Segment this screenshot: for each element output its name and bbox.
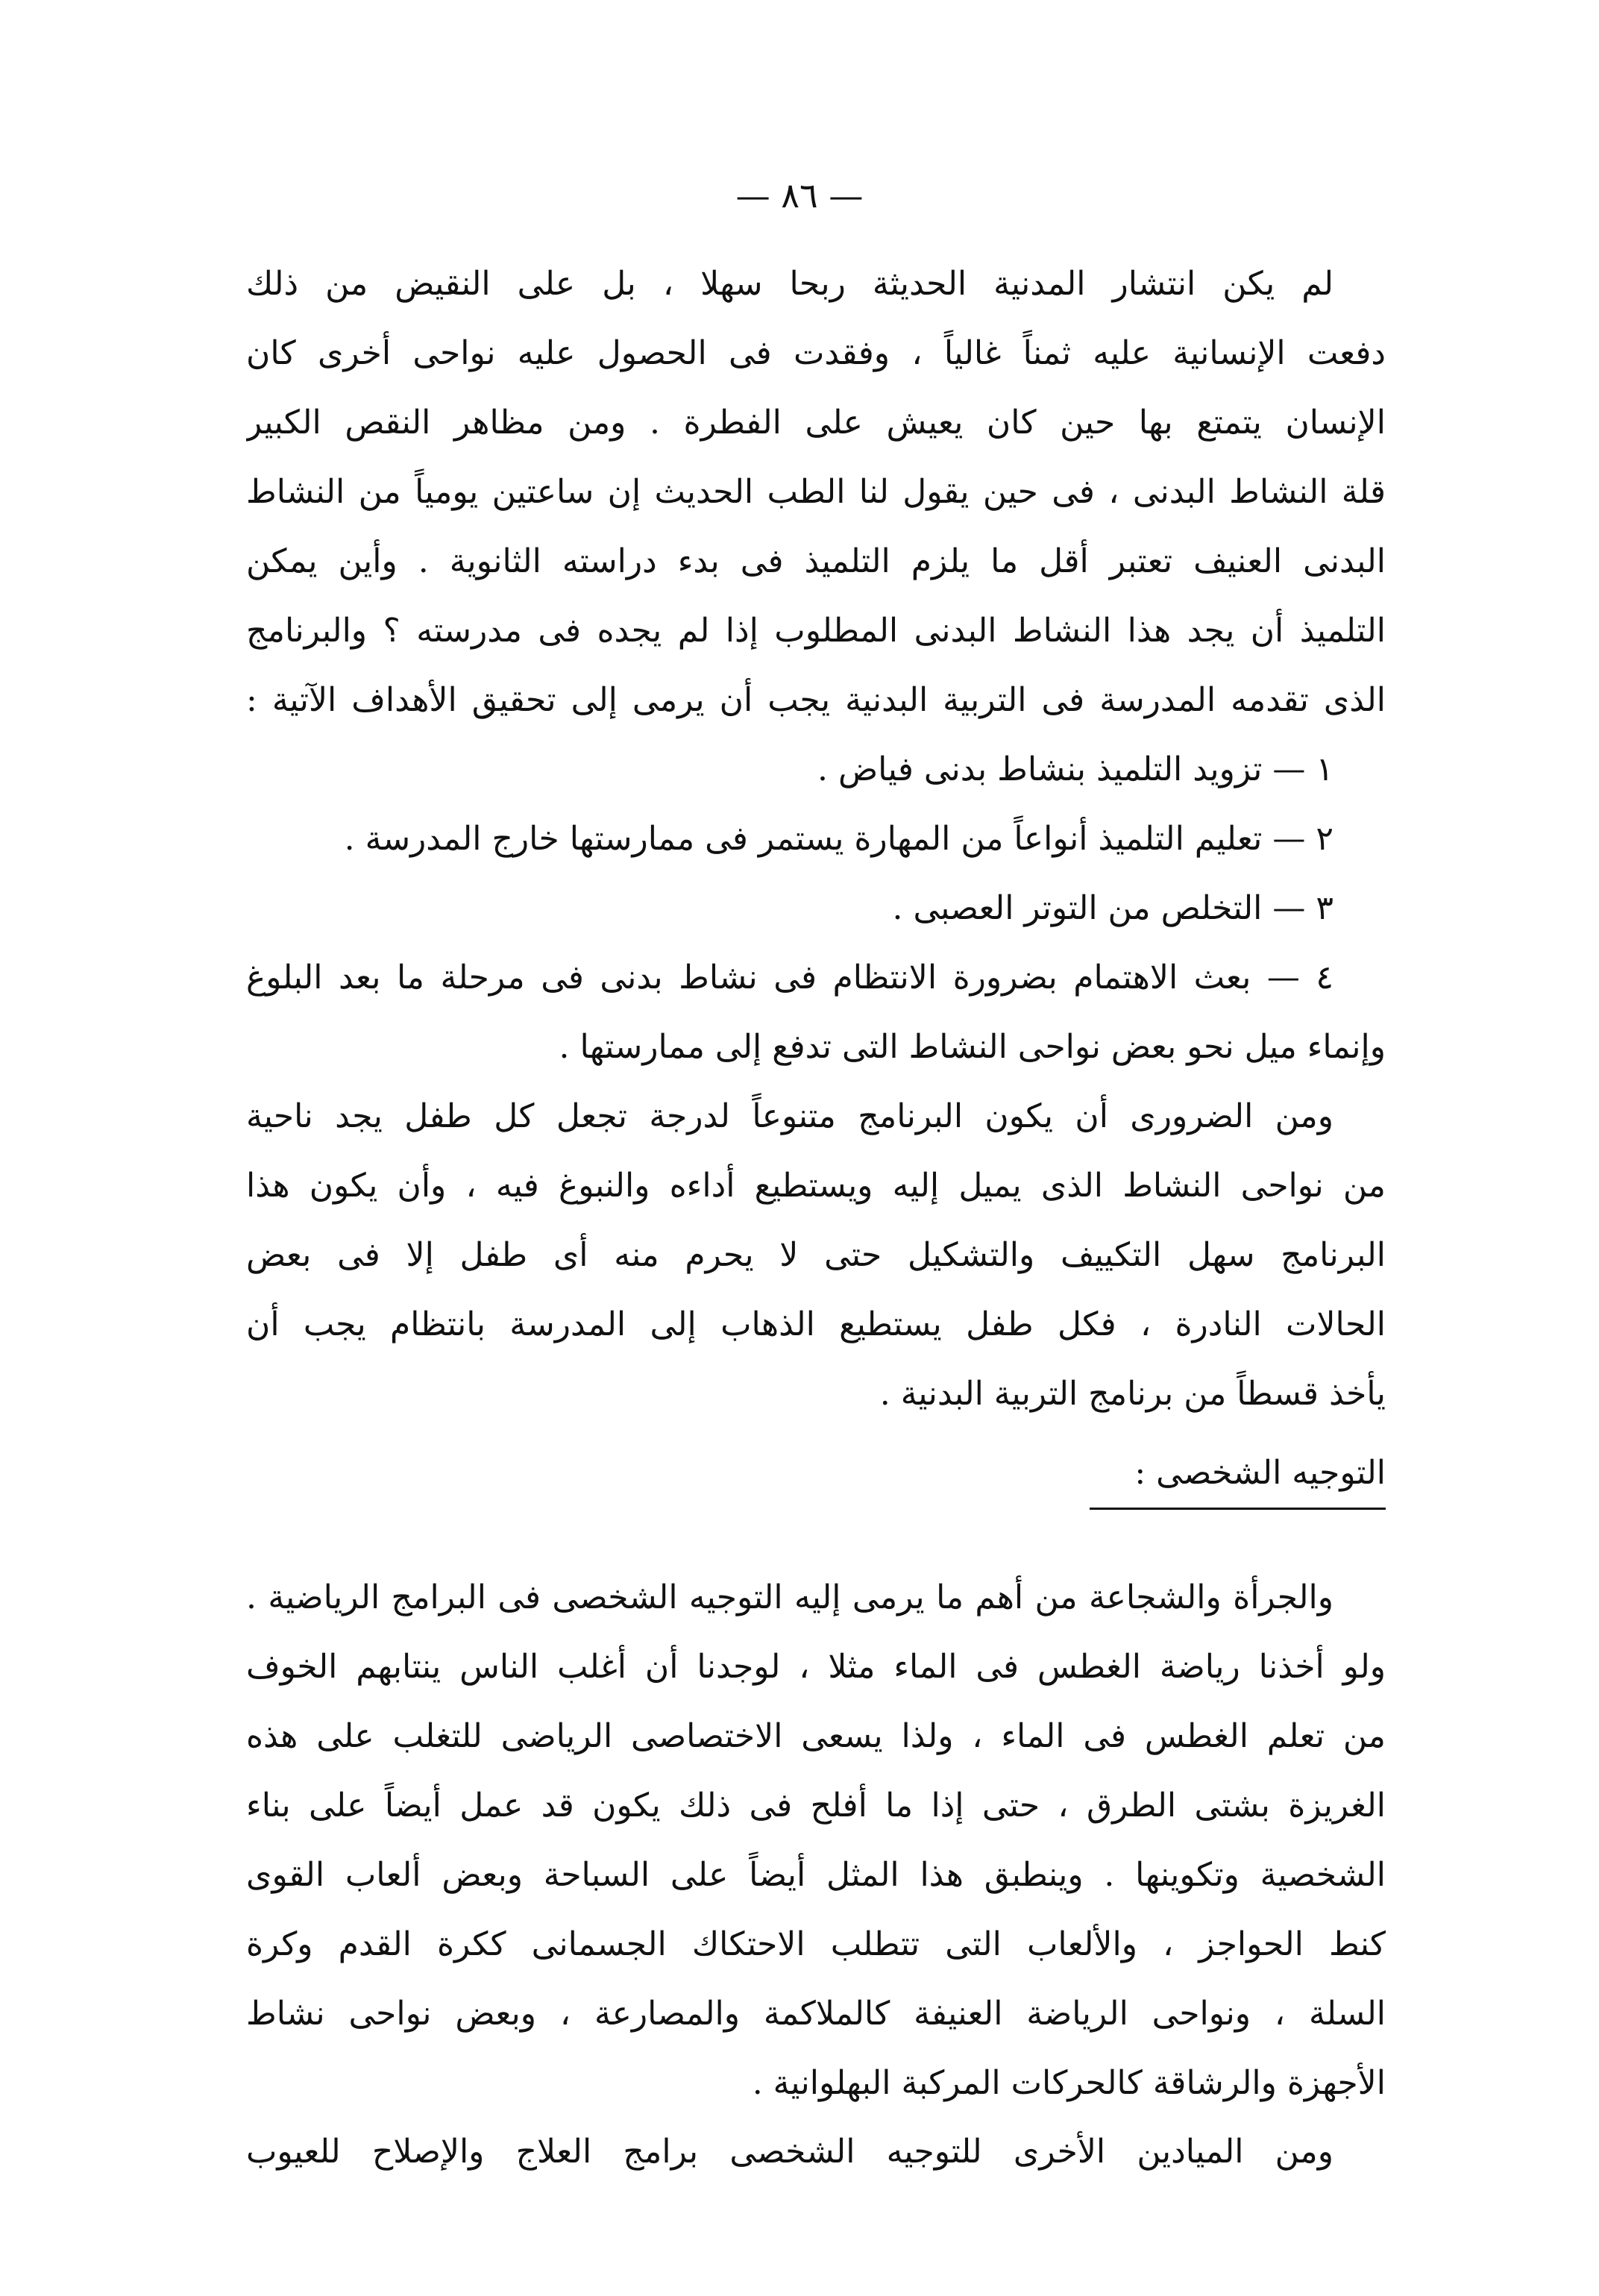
paragraph-personal-guidance bbox=[246, 1563, 1386, 2118]
text-line: والجرأة والشجاعة من أهم ما يرمى إليه التوجيه الشخصى فى البرامج الرياضية . bbox=[246, 1578, 1333, 1616]
text-line: الغريزة بشتى الطرق ، حتى إذا ما أفلح فى ذلك يكون قد عمل أيضاً على بناء bbox=[246, 1787, 1386, 1825]
text-line: الذى تقدمه المدرسة فى التربية البدنية يجب أن يرمى إلى تحقيق الأهداف الآتية : bbox=[246, 681, 1386, 719]
section-heading: التوجيه الشخصى : bbox=[1090, 1443, 1386, 1510]
text-line: لم يكن انتشار المدنية الحديثة ربحا سهلا ، بل على النقيض من ذلك bbox=[246, 265, 1333, 303]
paragraph-treatment-programs bbox=[246, 2117, 1386, 2186]
text-line: ولو أخذنا رياضة الغطس فى الماء مثلا ، لوجدنا أن أغلب الناس ينتابهم الخوف bbox=[246, 1648, 1386, 1686]
text-line: التلميذ أن يجد هذا النشاط البدنى المطلوب إذا لم يجده فى مدرسته ؟ والبرنامج bbox=[246, 612, 1386, 650]
text-line: السلة ، ونواحى الرياضة العنيفة كالملاكمة والمصارعة ، وبعض نواحى نشاط bbox=[246, 1995, 1386, 2033]
text-line: من نواحى النشاط الذى يميل إليه ويستطيع أداءه والنبوغ فيه ، وأن يكون هذا bbox=[246, 1167, 1386, 1205]
text-line: ٤ — بعث الاهتمام بضرورة الانتظام فى نشاط بدنى فى مرحلة ما بعد البلوغ bbox=[246, 959, 1333, 997]
text-line: ومن الضرورى أن يكون البرنامج متنوعاً لدرجة تجعل كل طفل يجد ناحية bbox=[246, 1097, 1333, 1135]
text-line: ومن الميادين الأخرى للتوجيه الشخصى برامج العلاج والإصلاح للعيوب bbox=[246, 2133, 1333, 2171]
goal-item-3: ٣ — التخلص من التوتر العصبى . bbox=[892, 889, 1333, 927]
text-line: الشخصية وتكوينها . وينطبق هذا المثل أيضاً على السباحة وبعض ألعاب القوى bbox=[246, 1856, 1386, 1894]
section-heading-wrapper bbox=[1090, 1443, 1386, 1510]
text-line: من تعلم الغطس فى الماء ، ولذا يسعى الاختصاصى الرياضى للتغلب على هذه bbox=[246, 1717, 1386, 1755]
text-line: قلة النشاط البدنى ، فى حين يقول لنا الطب الحديث إن ساعتين يومياً من النشاط bbox=[246, 473, 1386, 511]
text-line: البرنامج سهل التكييف والتشكيل حتى لا يحرم منه أى طفل إلا فى بعض bbox=[246, 1236, 1386, 1274]
text-line: الحالات النادرة ، فكل طفل يستطيع الذهاب إلى المدرسة بانتظام يجب أن bbox=[246, 1305, 1386, 1343]
text-line: الأجهزة والرشاقة كالحركات المركبة البهلوانية . bbox=[752, 2064, 1386, 2102]
goal-item-1: ١ — تزويد التلميذ بنشاط بدنى فياض . bbox=[817, 750, 1333, 788]
goal-item-4 bbox=[246, 943, 1386, 1082]
goal-item-2: ٢ — تعليم التلميذ أنواعاً من المهارة يستمر فى ممارستها خارج المدرسة . bbox=[344, 820, 1333, 858]
text-line: وإنماء ميل نحو بعض نواحى النشاط التى تدفع إلى ممارستها . bbox=[559, 1028, 1386, 1066]
goals-list bbox=[246, 735, 1386, 943]
text-line: البدنى العنيف تعتبر أقل ما يلزم التلميذ فى بدء دراسته الثانوية . وأين يمكن bbox=[246, 542, 1386, 580]
text-line: دفعت الإنسانية عليه ثمناً غالياً ، وفقدت فى الحصول عليه نواحى أخرى كان bbox=[246, 334, 1386, 372]
text-line: يأخذ قسطاً من برنامج التربية البدنية . bbox=[879, 1375, 1386, 1413]
paragraph-modern-civilization bbox=[246, 249, 1386, 735]
text-line: كنط الحواجز ، والألعاب التى تتطلب الاحتكاك الجسمانى ككرة القدم وكرة bbox=[246, 1925, 1386, 1963]
paragraph-program-variety bbox=[246, 1082, 1386, 1428]
page-number: — ٨٦ — bbox=[735, 175, 864, 216]
text-line: الإنسان يتمتع بها حين كان يعيش على الفطرة . ومن مظاهر النقص الكبير bbox=[246, 404, 1386, 442]
